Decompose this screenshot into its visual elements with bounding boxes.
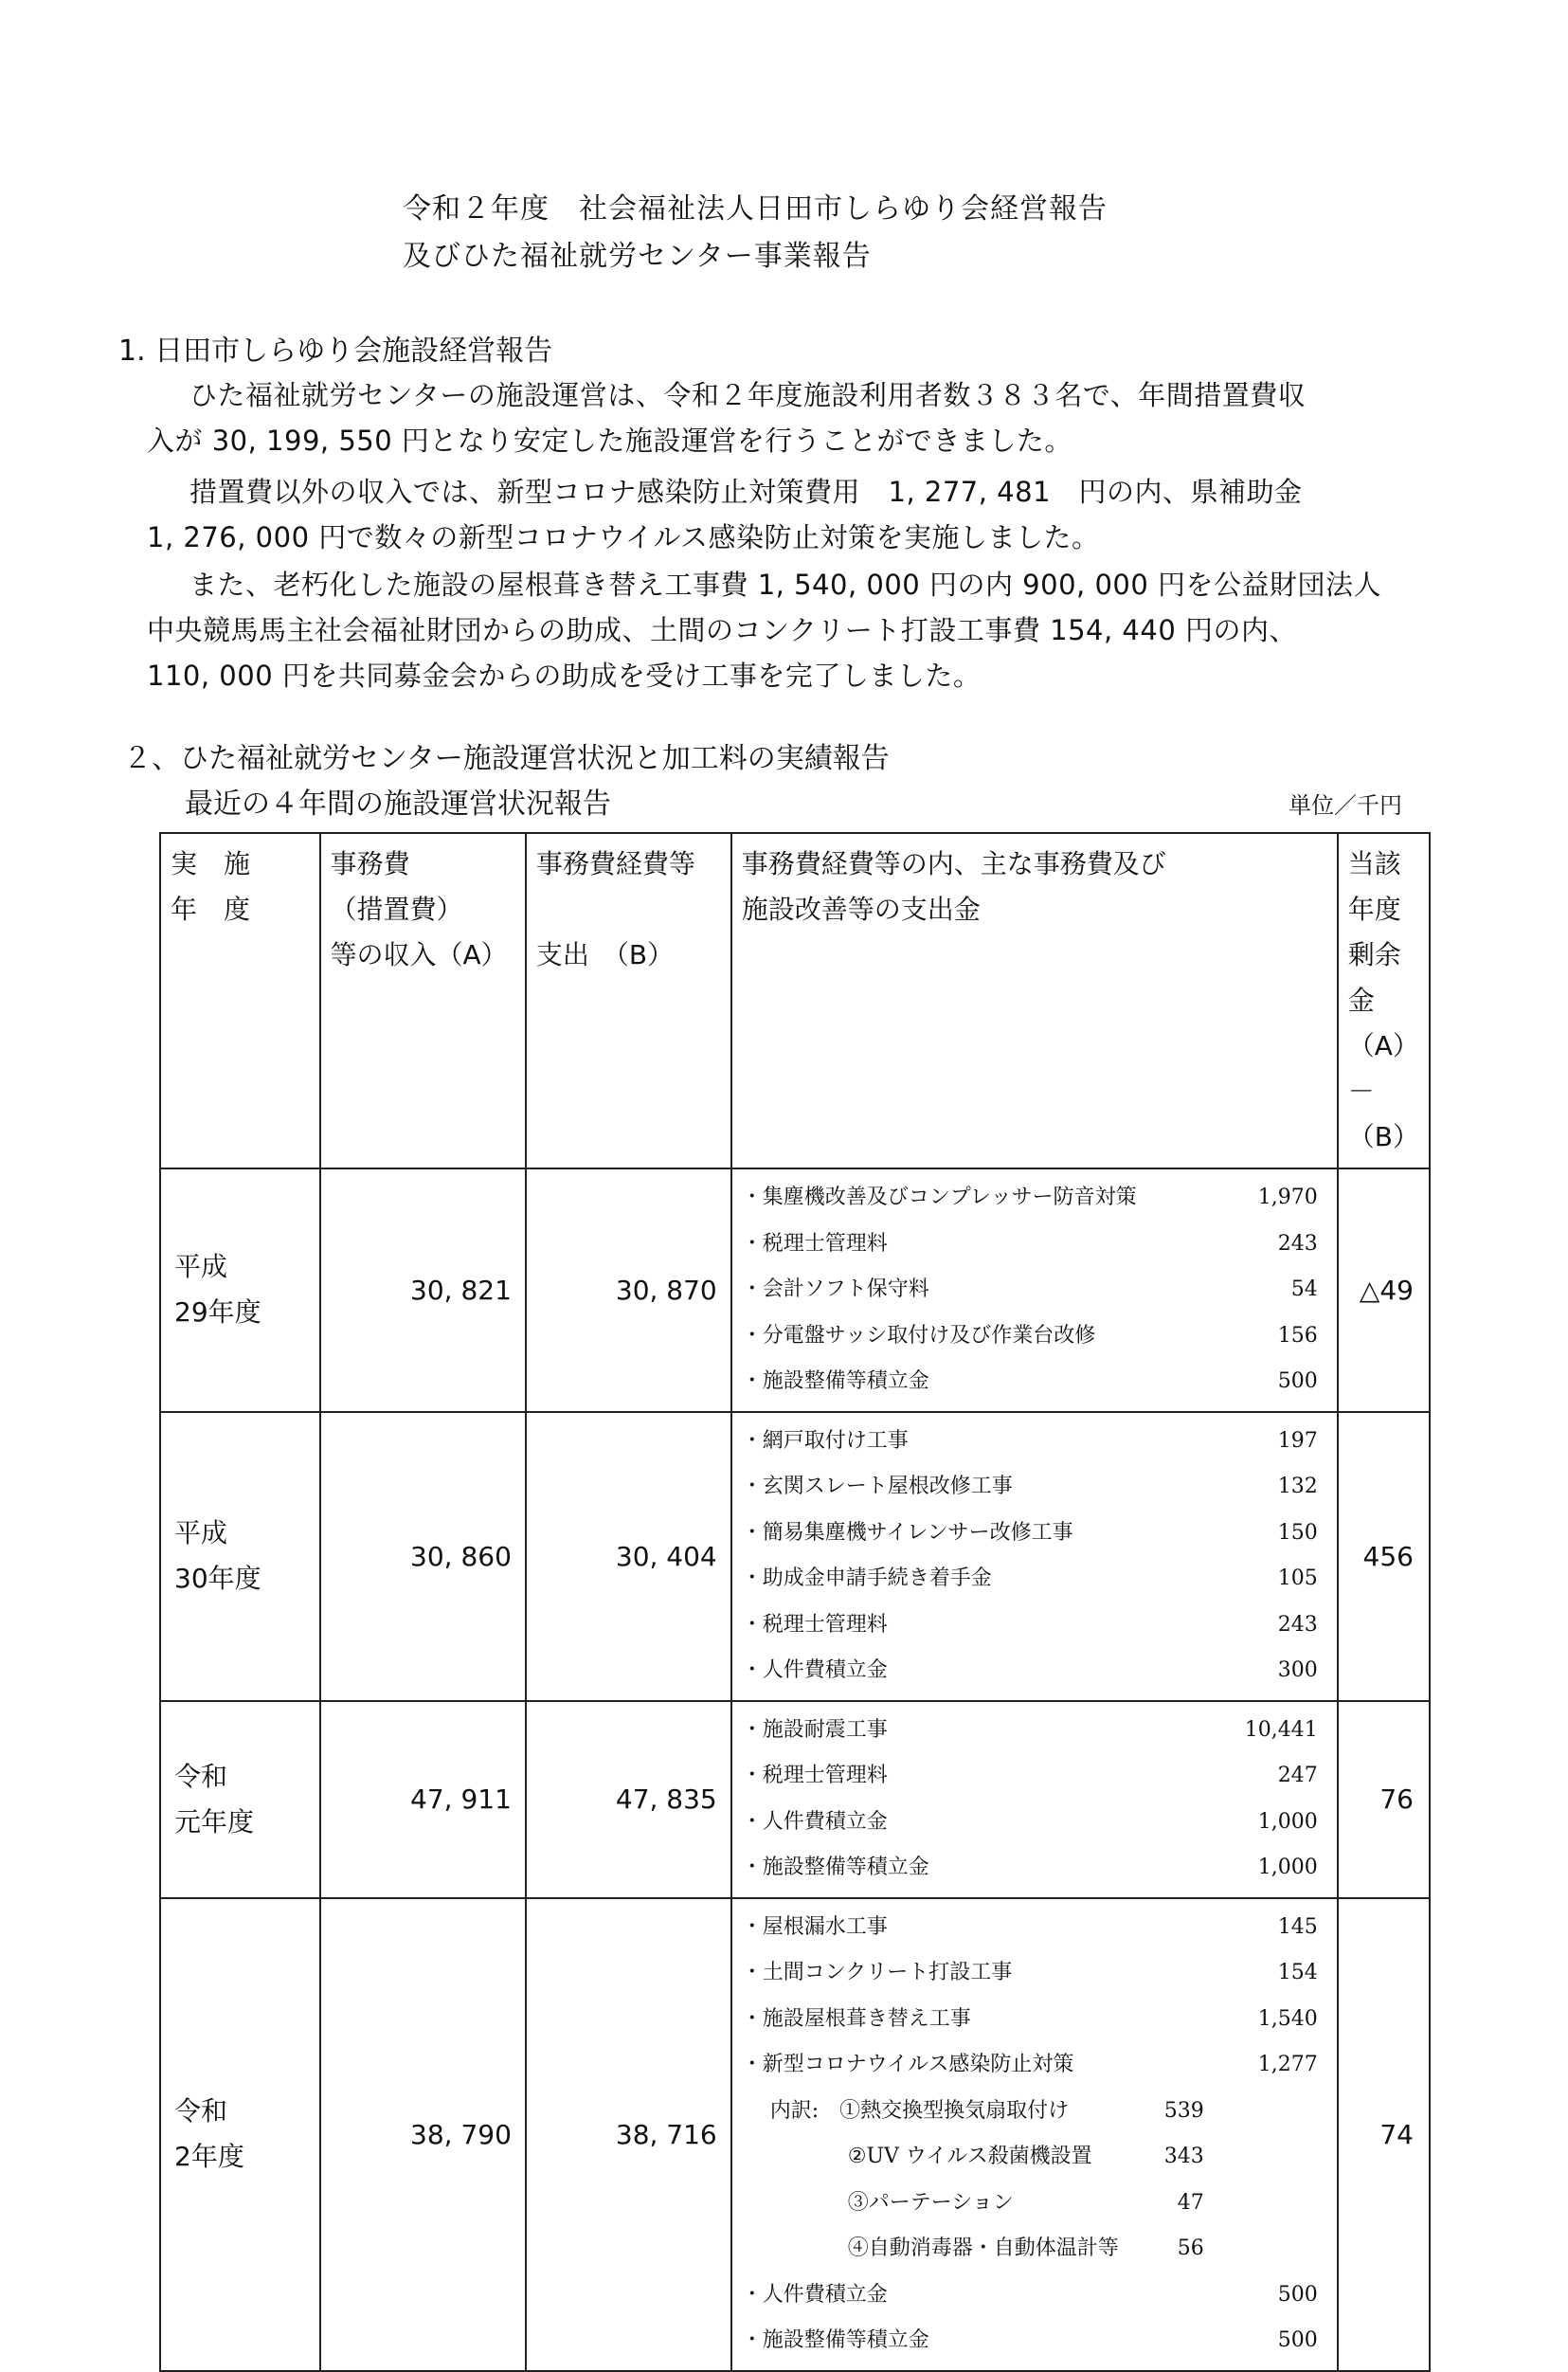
expense-item-amount: 156: [1277, 1323, 1318, 1348]
expense-item-label: ・税理士管理料: [741, 1764, 888, 1787]
expense-item-label: ・人件費積立金: [741, 2282, 888, 2307]
expense-item-label: ・税理士管理料: [741, 1612, 888, 1637]
expense-item: [742, 1997, 1327, 2043]
expense-item-label: ・施設整備等積立金: [741, 1369, 929, 1393]
expense-item: [742, 2318, 1327, 2364]
expense-item-label: ・施設耐震工事: [741, 1717, 888, 1742]
header-text: 当該年度: [1347, 848, 1401, 925]
expense-item-amount: 10,441: [1244, 1717, 1318, 1742]
expense-item-amount: 105: [1277, 1566, 1318, 1590]
expense-item-amount: 500: [1277, 1369, 1318, 1393]
expense-item-amount: 1,277: [1257, 2053, 1318, 2076]
section1-line: 中央競馬馬主社会福祉財団からの助成、土間のコンクリート打設工事費 154, 440 円の内、: [147, 614, 1297, 646]
section1-line: また、老朽化した施設の屋根葺き替え工事費 1, 540, 000 円の内 900, 000 円を公益財団法人: [189, 569, 1382, 601]
expense-item-amount: 56: [1177, 2236, 1204, 2260]
expense-item-amount: 1,970: [1257, 1186, 1318, 1209]
expense-item: [742, 2042, 1327, 2089]
expense-item: [742, 2226, 1327, 2272]
expense-item: [742, 1648, 1327, 1694]
expense-item-label: ・分電盤サッシ取付け及び作業台改修: [741, 1323, 1096, 1348]
header-remainder: [1338, 833, 1430, 1168]
year-text: 令和: [174, 2095, 228, 2127]
expense-item: [742, 1175, 1327, 1222]
remainder-cell: 74: [1338, 1898, 1430, 2371]
expense-cell: 47, 835: [526, 1701, 731, 1898]
expense-item-amount: 47: [1177, 2190, 1204, 2215]
table-row: [160, 1898, 1430, 2371]
items-cell: [731, 1168, 1338, 1412]
expense-item-amount: 1,000: [1257, 1856, 1318, 1879]
year-text: 30年度: [174, 1563, 261, 1594]
expense-item-label: ・屋根漏水工事: [741, 1914, 888, 1939]
expense-item-label: ・新型コロナウイルス感染防止対策: [741, 2053, 1074, 2076]
expense-item: [742, 1267, 1327, 1313]
section1-line: 措置費以外の収入では、新型コロナ感染防止対策費用 1, 277, 481 円の内、県補助金: [189, 476, 1303, 508]
expense-item-amount: 54: [1290, 1277, 1318, 1301]
header-text: 実 施: [171, 848, 251, 879]
expense-item: [742, 2134, 1327, 2181]
year-cell: [160, 1168, 320, 1412]
table-header-row: [160, 833, 1430, 1168]
expense-item: [742, 1313, 1327, 1360]
expense-item: [742, 1905, 1327, 1951]
expense-item-amount: 300: [1277, 1658, 1318, 1682]
expense-item-amount: 500: [1277, 2328, 1318, 2352]
table-row: [160, 1701, 1430, 1898]
remainder-cell: 76: [1338, 1701, 1430, 1898]
expense-item-amount: 132: [1277, 1475, 1318, 1498]
expense-item: [742, 1222, 1327, 1268]
expense-item-amount: 1,540: [1257, 2006, 1318, 2031]
expense-item-amount: 145: [1277, 1914, 1318, 1939]
expense-item-label: ③パーテーション: [847, 2190, 1014, 2215]
expense-item-amount: 154: [1277, 1961, 1318, 1984]
items-cell: [731, 1898, 1338, 2371]
header-year: [160, 833, 320, 1168]
year-text: 2年度: [174, 2141, 244, 2172]
section1-line: 1, 276, 000 円で数々の新型コロナウイルス感染防止対策を実施しました。: [147, 521, 1100, 553]
header-text: 事務費経費等: [535, 848, 695, 879]
header-text: 等の収入（A）: [330, 939, 508, 970]
expense-item-label: ・税理士管理料: [741, 1231, 888, 1256]
section1-line: ひた福祉就労センターの施設運営は、令和２年度施設利用者数３８３名で、年間措置費収: [189, 379, 1307, 411]
header-text: 事務費経費等の内、主な事務費及び: [741, 848, 1166, 879]
expense-item: [742, 1800, 1327, 1846]
expense-cell: 30, 404: [526, 1412, 731, 1701]
expense-item-label: 内訳: ①熱交換型換気扇取付け: [769, 2098, 1070, 2123]
header-text: 年 度: [171, 894, 251, 925]
year-text: 平成: [174, 1517, 228, 1548]
header-text: 施設改善等の支出金: [741, 894, 981, 925]
year-text: 令和: [174, 1760, 228, 1792]
header-text: 支出 （B）: [535, 939, 675, 970]
header-text: 事務費: [330, 848, 410, 879]
year-cell: [160, 1701, 320, 1898]
items-cell: [731, 1701, 1338, 1898]
section2-heading: ２、ひた福祉就労センター施設運営状況と加工料の実績報告: [123, 742, 890, 775]
expense-item-label: ・網戸取付け工事: [741, 1428, 909, 1453]
expense-item-amount: 197: [1277, 1428, 1318, 1453]
year-cell: [160, 1412, 320, 1701]
remainder-cell: 456: [1338, 1412, 1430, 1701]
expense-item-label: ・施設整備等積立金: [741, 1856, 929, 1879]
expense-item: [742, 2089, 1327, 2135]
income-cell: 30, 821: [320, 1168, 526, 1412]
items-cell: [731, 1412, 1338, 1701]
header-income: [320, 833, 526, 1168]
expense-item-label: ・玄関スレート屋根改修工事: [741, 1475, 1013, 1498]
income-cell: 30, 860: [320, 1412, 526, 1701]
expense-item-amount: 150: [1277, 1520, 1318, 1545]
year-text: 29年度: [174, 1296, 261, 1329]
expense-item: [742, 1753, 1327, 1800]
expense-item-label: ・人件費積立金: [741, 1809, 888, 1834]
expense-item-label: ・簡易集塵機サイレンサー改修工事: [741, 1520, 1073, 1545]
expense-item-amount: 500: [1277, 2282, 1318, 2307]
expense-item-amount: 247: [1277, 1764, 1318, 1787]
expense-item: [742, 1708, 1327, 1754]
expense-item-label: ・施設屋根葺き替え工事: [741, 2006, 971, 2031]
header-text: 剰余金: [1347, 939, 1401, 1016]
expense-item-label: ・土間コンクリート打設工事: [741, 1961, 1013, 1984]
expense-cell: 38, 716: [526, 1898, 731, 2371]
expense-item: [742, 1845, 1327, 1892]
expense-item-label: ・施設整備等積立金: [741, 2328, 929, 2352]
operations-table: [159, 832, 1431, 2372]
income-cell: 38, 790: [320, 1898, 526, 2371]
header-text: （措置費）: [330, 894, 463, 925]
expense-item-amount: 243: [1277, 1612, 1318, 1637]
header-text: （A）－（B）: [1347, 1030, 1419, 1152]
expense-item-amount: 343: [1163, 2145, 1204, 2168]
section1-line: 入が 30, 199, 550 円となり安定した施設運営を行うことができました。: [147, 425, 1072, 457]
income-cell: 47, 911: [320, 1701, 526, 1898]
year-cell: [160, 1898, 320, 2371]
header-items: [731, 833, 1338, 1168]
table-row: [160, 1412, 1430, 1701]
expense-item: [742, 1602, 1327, 1649]
report-title-line1: 令和２年度 社会福祉法人日田市しらゆり会経営報告: [403, 192, 1108, 226]
expense-item: [742, 1556, 1327, 1602]
report-title-line2: 及びひた福祉就労センター事業報告: [403, 240, 872, 273]
header-expense: [526, 833, 731, 1168]
section1-line: 110, 000 円を共同募金会からの助成を受け工事を完了しました。: [147, 660, 982, 692]
expense-item: [742, 1359, 1327, 1405]
expense-item-label: ④自動消毒器・自動体温計等: [847, 2236, 1119, 2260]
unit-label: 単位／千円: [1289, 792, 1402, 819]
year-text: 平成: [174, 1251, 228, 1283]
header-text: [536, 887, 721, 933]
expense-item-label: ・人件費積立金: [741, 1658, 888, 1682]
section2-subheading: 最近の４年間の施設運営状況報告: [185, 788, 611, 821]
expense-item: [742, 2181, 1327, 2227]
expense-item: [742, 1950, 1327, 1997]
expense-item-amount: 243: [1277, 1231, 1318, 1256]
expense-item: [742, 2272, 1327, 2319]
year-text: 元年度: [174, 1805, 255, 1838]
expense-item-label: ・会計ソフト保守料: [741, 1277, 929, 1301]
table-row: [160, 1168, 1430, 1412]
expense-item: [742, 1511, 1327, 1557]
expense-item-amount: 1,000: [1257, 1809, 1318, 1834]
remainder-cell: △49: [1338, 1168, 1430, 1412]
expense-item-label: ②UV ウイルス殺菌機設置: [847, 2145, 1092, 2168]
expense-item-label: ・集塵機改善及びコンプレッサー防音対策: [741, 1186, 1137, 1209]
section1-heading: 1. 日田市しらゆり会施設経営報告: [118, 335, 553, 368]
expense-item-amount: 539: [1163, 2098, 1204, 2123]
expense-item: [742, 1419, 1327, 1465]
expense-item-label: ・助成金申請手続き着手金: [741, 1566, 992, 1590]
expense-cell: 30, 870: [526, 1168, 731, 1412]
expense-item: [742, 1464, 1327, 1511]
